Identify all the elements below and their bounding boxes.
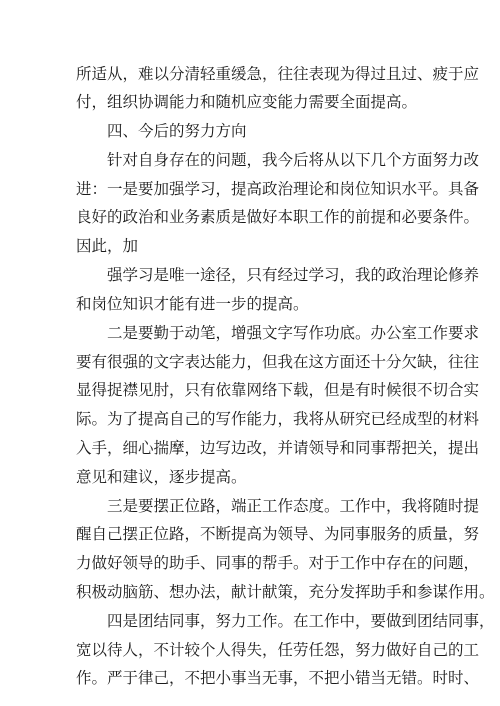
text-line: 四是团结同事，努力工作。在工作中，要做到团结同事， xyxy=(107,612,495,630)
text-line: 显得捉襟见肘，只有依靠网络下载，但是有时候很不切合实 xyxy=(76,381,480,399)
text-line: 意见和建议，逐步提高。 xyxy=(76,468,247,486)
text-line: 良好的政治和业务素质是做好本职工作的前提和必要条件。 xyxy=(76,208,480,226)
text-line: 力做好领导的助手、同事的帮手。对于工作中存在的问题， xyxy=(76,554,480,572)
text-line: 作。严于律己，不把小事当无事，不把小错当无错。时时、 xyxy=(76,669,480,687)
text-line: 和岗位知识才能有进一步的提高。 xyxy=(76,295,309,313)
text-line: 积极动脑筋、想办法，献计献策，充分发挥助手和参谋作用。 xyxy=(76,583,495,601)
text-line: 入手，细心揣摩，边写边改，并请领导和同事帮把关，提出 xyxy=(76,439,480,457)
text-line: 付，组织协调能力和随机应变能力需要全面提高。 xyxy=(76,93,418,111)
text-line: 所适从，难以分清轻重缓急，往往表现为得过且过、疲于应 xyxy=(76,65,480,83)
text-line: 醒自己摆正位路，不断提高为领导、为同事服务的质量，努 xyxy=(76,525,480,543)
text-line: 强学习是唯一途径，只有经过学习，我的政治理论修养 xyxy=(107,266,480,284)
text-line: 际。为了提高自己的写作能力，我将从研究已经成型的材料 xyxy=(76,410,480,428)
text-line: 二是要勤于动笔，增强文字写作功底。办公室工作要求 xyxy=(107,324,480,342)
text-line: 针对自身存在的问题，我今后将从以下几个方面努力改 xyxy=(107,151,480,169)
text-line: 三是要摆正位路，端正工作态度。工作中，我将随时提 xyxy=(107,497,480,515)
text-line: 宽以待人，不计较个人得失，任劳任怨，努力做好自己的工 xyxy=(76,641,480,659)
text-line: 要有很强的文字表达能力，但我在这方面还十分欠缺，往往 xyxy=(76,353,480,371)
section-heading: 四、今后的努力方向 xyxy=(107,122,247,140)
text-line: 因此，加 xyxy=(76,237,139,255)
text-line: 进：一是要加强学习，提高政治理论和岗位知识水平。具备 xyxy=(76,180,480,198)
